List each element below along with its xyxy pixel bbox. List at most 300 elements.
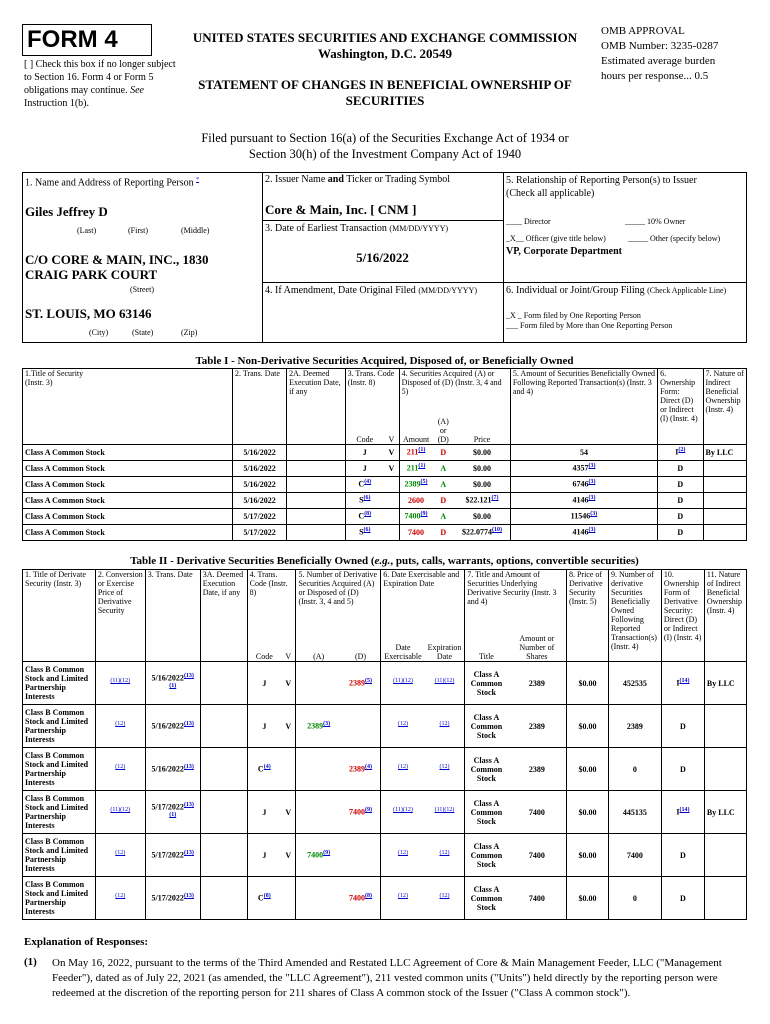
underlying-title: Class A Common Stock	[470, 841, 503, 869]
transaction-v	[281, 877, 296, 920]
footnote-link[interactable]: (2)	[678, 447, 686, 454]
officer-checkbox[interactable]: _X__ Officer (give title below)	[506, 234, 606, 243]
footnote-link[interactable]: (1)	[169, 812, 177, 818]
checkbox-notice[interactable]	[24, 58, 184, 110]
footnote-link[interactable]: (3)	[590, 511, 598, 518]
filed-pursuant	[100, 130, 670, 162]
amount: 211$^{(1)}$	[406, 463, 426, 473]
nature-of-ownership	[704, 834, 746, 877]
transaction-code: $C^{(8)}$	[257, 893, 271, 903]
conversion-price	[95, 705, 145, 748]
derivative-title: Class B Common Stock and Limited Partnership Interests	[23, 705, 96, 748]
ownership-form: D	[658, 476, 703, 492]
underlying-amount: 2389	[508, 705, 567, 748]
table1-title: Table I - Non-Derivative Securities Acquired, Disposed of, or Beneficially Owned	[195, 355, 574, 367]
amount: 2389$^{(5)}$	[404, 479, 428, 489]
expiration-date	[425, 834, 465, 877]
nature-of-ownership	[704, 748, 746, 791]
amount: 2600	[408, 495, 425, 505]
expiration-date	[425, 705, 465, 748]
derivative-price: $0.00	[566, 834, 608, 877]
amount-owned: 4146$^{(3)}$	[510, 492, 657, 508]
nature-of-ownership: By LLC	[706, 678, 735, 688]
omb-number: OMB Number: 3235-0287	[601, 40, 719, 52]
t2-sub-a: (A)	[313, 652, 325, 661]
price: $0.00	[454, 444, 510, 460]
ownership-form: $I^{(2)}$	[658, 444, 703, 460]
deemed-date	[200, 877, 247, 920]
disposed-amount: 7400$^{(9)}$	[341, 791, 381, 834]
t1-h2a: 2A. Deemed Execution Date, if any	[287, 369, 345, 445]
transaction-code: J	[362, 463, 367, 473]
footnote-link[interactable]: (13)	[183, 893, 194, 900]
transaction-v: V	[281, 834, 296, 877]
omb-approval	[601, 24, 761, 84]
last-label: (Last)	[77, 226, 97, 235]
derivative-price: $0.00	[566, 791, 608, 834]
nature-of-ownership	[703, 460, 746, 476]
deemed-date	[200, 791, 247, 834]
ownership-form: D	[658, 508, 703, 524]
nature-of-ownership	[703, 476, 746, 492]
footnote-link[interactable]: (3)	[323, 721, 331, 728]
nature-of-ownership	[703, 508, 746, 524]
acquired-disposed: A	[440, 511, 447, 521]
footnote-link[interactable]: (3)	[588, 495, 596, 502]
security-title: Class A Common Stock	[23, 508, 233, 524]
t2-h3: 3. Trans. Date	[145, 570, 200, 662]
derivative-price: $0.00	[566, 662, 608, 705]
derivative-title: Class B Common Stock and Limited Partnership Interests	[23, 877, 96, 920]
transaction-code: $C^{(4)}$	[257, 764, 271, 774]
footnote-link[interactable]: (3)	[588, 479, 596, 486]
conversion-price	[95, 834, 145, 877]
footnote-link[interactable]: (8)	[263, 893, 271, 900]
ownership-form: D	[661, 834, 704, 877]
footnote-link[interactable]: (5)	[420, 479, 428, 486]
footnote-link[interactable]: (12)	[439, 850, 450, 857]
transaction-date: 5/16/2022	[233, 460, 287, 476]
deemed-date	[200, 834, 247, 877]
transaction-code: J	[262, 807, 267, 817]
table2-row	[23, 791, 747, 834]
box1-label: 1. Name and Address of Reporting Person *	[25, 177, 200, 189]
form-title-box	[22, 24, 152, 56]
table1-row	[23, 524, 747, 540]
t2-h2: 2. Conversion or Exercise Price of Derivative Security	[95, 570, 145, 662]
deemed-date	[287, 524, 345, 540]
transaction-v: V	[281, 791, 296, 834]
underlying-amount: 7400	[508, 834, 567, 877]
transaction-date: 5/16/2022	[233, 492, 287, 508]
footnote-link[interactable]: (14)	[679, 807, 690, 814]
derivatives-owned: 452535	[608, 662, 661, 705]
footnote-link[interactable]: (12)	[397, 721, 408, 728]
deemed-date	[287, 492, 345, 508]
t2-h4: 4. Trans. Code (Instr. 8)	[247, 570, 296, 628]
conversion-price	[95, 748, 145, 791]
expiration-date	[425, 791, 465, 834]
derivatives-owned: 0	[608, 748, 661, 791]
issuer-name: Core & Main, Inc. [ CNM ]	[265, 202, 417, 217]
footnote-link[interactable]: (14)	[679, 678, 690, 685]
box6-label: 6. Individual or Joint/Group Filing (Check Applicable Line)	[506, 285, 727, 296]
t1-h7: 7. Nature of Indirect Beneficial Ownership (Instr. 4)	[705, 369, 744, 414]
transaction-date: 5/16/2022$^{(13)}$ $^{(1)}$	[145, 662, 200, 705]
date-exercisable	[381, 791, 425, 834]
explanation-heading: Explanation of Responses:	[24, 936, 149, 948]
price: $0.00	[454, 460, 510, 476]
nature-of-ownership	[703, 492, 746, 508]
transaction-date: 5/17/2022	[233, 508, 287, 524]
t2-sub-exp: Expiration Date	[425, 628, 465, 662]
footnote-link[interactable]: (13)	[183, 673, 194, 680]
disposed-amount: 7400$^{(8)}$	[341, 877, 381, 920]
security-title: Class A Common Stock	[23, 444, 233, 460]
footnote-link[interactable]: (9)	[365, 807, 373, 814]
t2-sub-amt: Amount or Number of Shares	[508, 628, 567, 662]
table2-title: Table II - Derivative Securities Beneficially Owned (e.g., puts, calls, warrants, options, convertible securities)	[130, 555, 639, 567]
ownership-form: D	[661, 748, 704, 791]
t2-h6: 6. Date Exercisable and Expiration Date	[381, 570, 465, 628]
disposed-amount: 2389$^{(5)}$	[341, 662, 381, 705]
derivatives-owned: 7400	[608, 834, 661, 877]
disposed-amount: 2389$^{(4)}$	[341, 748, 381, 791]
expiration-date	[425, 877, 465, 920]
t2-h1: 1. Title of Derivate Security (Instr. 3)	[23, 570, 96, 662]
footnote-link[interactable]: (7)	[491, 495, 499, 502]
footnote-link[interactable]: (11)(12)	[393, 807, 413, 814]
ownership-form: D	[658, 460, 703, 476]
t1-sub-amount: Amount	[402, 434, 430, 444]
explanation-text-1: On May 16, 2022, pursuant to the terms of the Third Amended and Restated LLC Agreement of Core & Main Management Feeder, LLC ("Management Feeder"), dated as of July 22, 2021 (as amended, the "LLC Agreement"), 211 vested common units ("Units") held directly by the reporting person were redeemed at the discretion of the reporting person for 211 shares of Class A common stock of the Issuer ("Class A common stock").	[52, 957, 722, 999]
reporting-person-name: Giles Jeffrey D	[25, 204, 108, 219]
footnote-link[interactable]: (4)	[263, 764, 271, 771]
footnote-link[interactable]: (11)(12)	[110, 678, 131, 685]
commission-title: UNITED STATES SECURITIES AND EXCHANGE COMMISSION	[192, 30, 578, 45]
footnote-link[interactable]: (6)	[363, 527, 371, 534]
first-label: (First)	[128, 226, 148, 235]
deemed-date	[200, 662, 247, 705]
table1-row	[23, 444, 747, 460]
t2-sub-de: Date Exercisable	[384, 643, 422, 661]
footnote-link[interactable]: (1)	[418, 447, 426, 454]
ownership-form: $I^{(14)}$	[661, 791, 704, 834]
footnote-link[interactable]: (12)	[115, 850, 126, 857]
footnote-link[interactable]: *	[196, 177, 200, 183]
t1-sub-code: Code	[356, 434, 374, 444]
disposed-amount	[341, 834, 381, 877]
deemed-date	[287, 476, 345, 492]
derivative-price: $0.00	[566, 748, 608, 791]
t2-h7: 7. Title and Amount of Securities Underlying Derivative Security (Instr. 3 and 4)	[465, 570, 567, 628]
footnote-link[interactable]: (12)	[397, 764, 408, 771]
underlying-amount: 7400	[508, 877, 567, 920]
footnote-link[interactable]: (11)(12)	[393, 678, 413, 685]
t1-h2: 2. Trans. Date	[233, 369, 287, 445]
conversion-price	[95, 877, 145, 920]
transaction-date: 5/16/2022	[233, 444, 287, 460]
table2-row	[23, 705, 747, 748]
footnote-link[interactable]: (8)	[365, 893, 373, 900]
date-exercisable	[381, 834, 425, 877]
table2-row	[23, 877, 747, 920]
t2-sub-code: Code	[255, 652, 273, 661]
derivative-title: Class B Common Stock and Limited Partnership Interests	[23, 791, 96, 834]
director-checkbox[interactable]: ____ Director	[506, 217, 551, 226]
acquired-disposed: D	[440, 447, 447, 457]
date-exercisable	[381, 748, 425, 791]
table2-row	[23, 748, 747, 791]
footnote-link[interactable]: (11)(12)	[434, 807, 455, 814]
transaction-code: $C^{(4)}$	[358, 479, 372, 489]
t2-sub-title: Title	[479, 652, 494, 661]
t2-h8: 8. Price of Derivative Security (Instr. 5)	[566, 570, 608, 662]
footnote-link[interactable]: (12)	[397, 850, 408, 857]
derivative-title: Class B Common Stock and Limited Partnership Interests	[23, 662, 96, 705]
derivative-title: Class B Common Stock and Limited Partnership Interests	[23, 748, 96, 791]
omb-title: OMB APPROVAL	[601, 25, 685, 37]
expiration-date	[425, 662, 465, 705]
deemed-date	[287, 444, 345, 460]
disposed-amount	[341, 705, 381, 748]
table1-row	[23, 476, 747, 492]
nature-of-ownership	[704, 705, 746, 748]
t2-sub-v: V	[281, 628, 296, 662]
acquired-disposed: D	[440, 527, 447, 537]
transaction-v: V	[281, 705, 296, 748]
form-title: FORM 4	[27, 26, 118, 53]
transaction-code: J	[262, 721, 267, 731]
filed-line2: Section 30(h) of the Investment Company Act of 1940	[248, 147, 522, 161]
amount-owned: 11546$^{(3)}$	[510, 508, 657, 524]
box4-label: 4. If Amendment, Date Original Filed (MM/DD/YYYY)	[265, 285, 477, 296]
derivative-title: Class B Common Stock and Limited Partnership Interests	[23, 834, 96, 877]
footnote-link[interactable]: (5)	[365, 678, 373, 685]
acquired-amount	[296, 748, 341, 791]
amount: 211$^{(1)}$	[406, 447, 426, 457]
acquired-amount	[296, 791, 341, 834]
table1	[22, 368, 747, 541]
transaction-code: J	[262, 678, 267, 688]
deemed-date	[287, 508, 345, 524]
t2-h5: 5. Number of Derivative Securities Acquired (A) or Disposed of (D) (Instr. 3, 4 and 5)	[296, 570, 381, 628]
transaction-code: $C^{(8)}$	[358, 511, 372, 521]
footnote-link[interactable]: (10)	[491, 527, 502, 534]
amount-owned: 6746$^{(3)}$	[510, 476, 657, 492]
security-title: Class A Common Stock	[23, 492, 233, 508]
statement-line1: STATEMENT OF CHANGES IN BENEFICIAL OWNERSHIP OF	[198, 77, 572, 92]
footnote-link[interactable]: (1)	[418, 463, 426, 470]
officer-title: VP, Corporate Department	[506, 246, 622, 257]
amount-owned: 4146$^{(3)}$	[510, 524, 657, 540]
nature-of-ownership	[703, 524, 746, 540]
security-title: Class A Common Stock	[23, 524, 233, 540]
derivatives-owned: 0	[608, 877, 661, 920]
city-state-zip: ST. LOUIS, MO 63146	[25, 306, 152, 321]
statement-line2: SECURITIES	[345, 93, 425, 108]
footnote-link[interactable]: (13)	[183, 764, 194, 771]
footnote-link[interactable]: (9)	[323, 850, 331, 857]
transaction-date: 5/16/2022$^{(13)}$	[145, 705, 200, 748]
middle-label: (Middle)	[181, 226, 210, 235]
t2-h3a: 3A. Deemed Execution Date, if any	[200, 570, 247, 662]
footnote-link[interactable]: (11)(12)	[110, 807, 131, 814]
footnote-link[interactable]: (12)	[115, 721, 126, 728]
amount-owned: 54	[510, 444, 657, 460]
t2-sub-d: (D)	[341, 628, 381, 662]
transaction-v: V	[281, 662, 296, 705]
date-exercisable	[381, 705, 425, 748]
box2-label: 2. Issuer Name and Ticker or Trading Symbol	[265, 174, 451, 185]
underlying-title: Class A Common Stock	[470, 798, 503, 826]
t1-sub-ad: (A) or (D)	[437, 416, 449, 444]
price: $0.00	[454, 508, 510, 524]
footnote-link[interactable]: (13)	[183, 802, 194, 809]
table2-row	[23, 834, 747, 877]
transaction-date: 5/16/2022$^{(13)}$	[145, 748, 200, 791]
underlying-amount: 2389	[508, 662, 567, 705]
footnote-link[interactable]: (9)	[420, 511, 428, 518]
price: $0.00	[454, 476, 510, 492]
price: $22.121$^{(7)}$	[454, 492, 510, 508]
t2-h11: 11. Nature of Indirect Beneficial Ownership (Instr. 4)	[706, 570, 742, 615]
checkbox-text: [ ] Check this box if no longer subject to Section 16. Form 4 or Form 5 obligations may continue.	[24, 59, 176, 96]
transaction-date: 5/17/2022$^{(13)}$ $^{(1)}$	[145, 791, 200, 834]
amount-owned: 4357$^{(3)}$	[510, 460, 657, 476]
footnote-link[interactable]: (12)	[439, 721, 450, 728]
transaction-date: 5/17/2022$^{(13)}$	[145, 834, 200, 877]
t1-h1: 1.Title of Security (Instr. 3)	[23, 369, 233, 445]
footnote-link[interactable]: (6)	[363, 495, 371, 502]
acquired-amount: 7400$^{(9)}$	[307, 850, 331, 860]
nature-of-ownership: By LLC	[706, 807, 735, 817]
footnote-link[interactable]: (12)	[397, 893, 408, 900]
underlying-amount: 2389	[508, 748, 567, 791]
footnote-link[interactable]: (12)	[439, 764, 450, 771]
multi-person-option[interactable]: ___ Form filed by More than One Reporting Person	[506, 321, 673, 330]
transaction-v	[384, 476, 399, 492]
filed-line1: Filed pursuant to Section 16(a) of the Securities Exchange Act of 1934 or	[201, 131, 569, 145]
street-label: (Street)	[130, 285, 154, 294]
zip-label: (Zip)	[181, 328, 198, 337]
other-checkbox[interactable]: _____ Other (specify below)	[628, 234, 721, 243]
conversion-price	[95, 791, 145, 834]
acquired-disposed: D	[440, 495, 447, 505]
footnote-link[interactable]: (12)	[439, 893, 450, 900]
t2-h9: 9. Number of derivative Securities Beneficially Owned Following Reported Transaction(s) (Instr. 4)	[608, 570, 661, 662]
acquired-amount	[296, 662, 341, 705]
footnote-link[interactable]: (3)	[588, 527, 596, 534]
acquired-disposed: A	[440, 479, 447, 489]
instruction-text: Instruction 1(b).	[24, 98, 89, 109]
footnote-link[interactable]: (4)	[364, 479, 372, 486]
expiration-date	[425, 748, 465, 791]
derivatives-owned: 2389	[608, 705, 661, 748]
footnote-link[interactable]: (13)	[183, 721, 194, 728]
t1-h3: 3. Trans. Code (Instr. 8)	[345, 369, 399, 417]
transaction-code: $S^{(6)}$	[359, 495, 371, 505]
one-person-option[interactable]: _X _ Form filed by One Reporting Person	[506, 311, 641, 320]
footnote-link[interactable]: (3)	[588, 463, 596, 470]
transaction-v	[281, 748, 296, 791]
transaction-date: 5/16/2022	[233, 476, 287, 492]
derivative-price: $0.00	[566, 705, 608, 748]
footnote-link[interactable]: (4)	[365, 764, 373, 771]
transaction-v: V	[384, 460, 399, 476]
box5-label: 5. Relationship of Reporting Person(s) to Issuer (Check all applicable)	[506, 175, 697, 199]
table1-row	[23, 460, 747, 476]
state-label: (State)	[132, 328, 154, 337]
derivative-price: $0.00	[566, 877, 608, 920]
underlying-title: Class A Common Stock	[470, 884, 503, 912]
transaction-date: 5/17/2022	[233, 524, 287, 540]
t1-h4: 4. Securities Acquired (A) or Disposed of (D) (Instr. 3, 4 and 5)	[399, 369, 510, 417]
table2-row	[23, 662, 747, 705]
transaction-code: J	[262, 850, 267, 860]
nature-of-ownership	[704, 877, 746, 920]
table1-row	[23, 508, 747, 524]
footnote-link[interactable]: (1)	[169, 683, 177, 689]
price: $22.0774$^{(10)}$	[454, 524, 510, 540]
street-line1: C/O CORE & MAIN, INC., 1830	[25, 252, 209, 267]
box3-label: 3. Date of Earliest Transaction (MM/DD/YYYY)	[265, 223, 449, 234]
ownership-form: D	[661, 705, 704, 748]
commission-city: Washington, D.C. 20549	[318, 46, 452, 61]
footnote-link[interactable]: (11)(12)	[434, 678, 455, 685]
date-exercisable	[381, 877, 425, 920]
derivatives-owned: 445135	[608, 791, 661, 834]
table2	[22, 569, 747, 920]
transaction-code: J	[362, 447, 367, 457]
security-title: Class A Common Stock	[23, 460, 233, 476]
transaction-code: $S^{(6)}$	[359, 527, 371, 537]
t1-sub-price: Price	[454, 417, 510, 445]
underlying-title: Class A Common Stock	[470, 712, 503, 740]
earliest-transaction-date: 5/16/2022	[356, 250, 409, 265]
nature-of-ownership: By LLC	[705, 447, 734, 457]
street-line2: CRAIG PARK COURT	[25, 267, 158, 282]
deemed-date	[287, 460, 345, 476]
amount: 7400$^{(9)}$	[404, 511, 428, 521]
footnote-link[interactable]: (13)	[183, 850, 194, 857]
underlying-title: Class A Common Stock	[470, 755, 503, 783]
date-exercisable	[381, 662, 425, 705]
omb-burden1: Estimated average burden	[601, 55, 716, 67]
footnote-link[interactable]: (8)	[364, 511, 372, 518]
acquired-amount: 2389$^{(3)}$	[307, 721, 331, 731]
footnote-link[interactable]: (12)	[115, 764, 126, 771]
acquired-amount	[296, 877, 341, 920]
ten-pct-owner-checkbox[interactable]: _____ 10% Owner	[625, 217, 686, 226]
ownership-form: D	[658, 524, 703, 540]
transaction-v	[384, 492, 399, 508]
omb-burden2: hours per response... 0.5	[601, 70, 709, 82]
footnote-link[interactable]: (12)	[115, 893, 126, 900]
t2-h10: 10. Ownership Form of Derivative Security: Direct (D) or Indirect (I) (Instr. 4)	[661, 570, 704, 662]
transaction-v: V	[384, 444, 399, 460]
underlying-title: Class A Common Stock	[470, 669, 503, 697]
transaction-v	[384, 508, 399, 524]
city-label: (City)	[89, 328, 109, 337]
deemed-date	[200, 705, 247, 748]
t1-h5: 5. Amount of Securities Beneficially Owned Following Reported Transaction(s) (Instr. 3 and 4)	[510, 369, 657, 445]
see-text: See	[130, 85, 144, 96]
security-title: Class A Common Stock	[23, 476, 233, 492]
ownership-form: D	[658, 492, 703, 508]
amount: 7400	[408, 527, 425, 537]
ownership-form: D	[661, 877, 704, 920]
